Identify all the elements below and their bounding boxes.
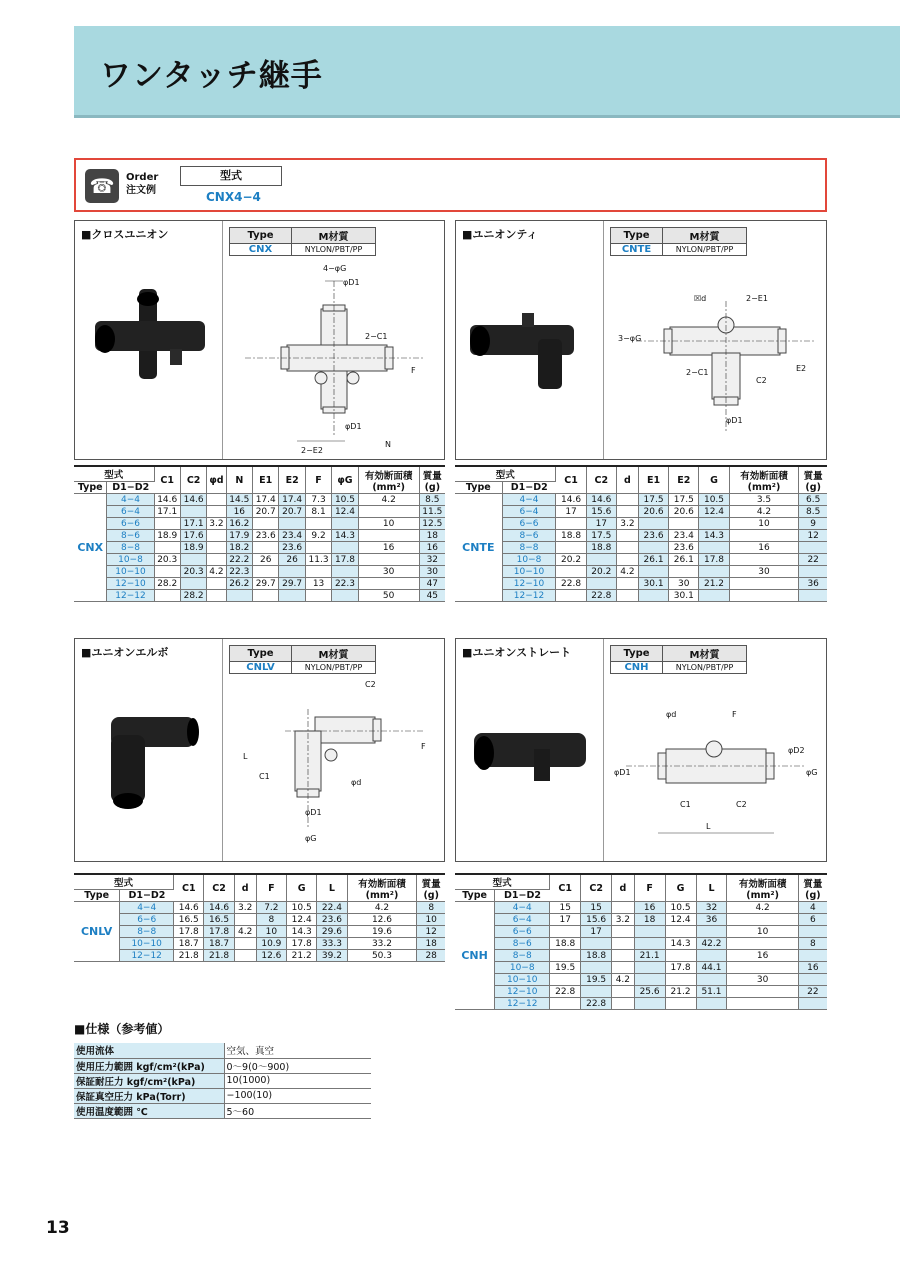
- panel-title: ■ユニオンティ: [462, 228, 538, 241]
- svg-text:φG: φG: [806, 768, 818, 777]
- type-table: Type M材質 CNLV NYLON/PBT/PP: [229, 645, 376, 674]
- panel-title: ■ユニオンエルボ: [81, 646, 169, 659]
- svg-text:2−C1: 2−C1: [686, 368, 709, 377]
- order-example-box: [74, 158, 827, 212]
- type-table: Type M材質 CNH NYLON/PBT/PP: [610, 645, 747, 674]
- product-photo-cnlv: [75, 639, 223, 861]
- table-row: 8−8 17.8 17.8 4.2 10 14.3 29.6 19.6 12: [74, 926, 445, 938]
- table-row: 12−10 22.8 30.1 30 21.2 36: [455, 578, 827, 590]
- svg-text:φD1: φD1: [345, 422, 362, 431]
- table-row: 12−10 28.2 26.2 29.7 29.7 13 22.3 47: [74, 578, 445, 590]
- svg-text:φD1: φD1: [305, 808, 322, 817]
- table-row: 10−10 20.3 4.2 22.3 30 30: [74, 566, 445, 578]
- table-row: 10−10 19.5 4.2 30: [455, 974, 827, 986]
- product-photo-cnx: [75, 221, 223, 459]
- svg-text:N: N: [385, 440, 391, 449]
- svg-text:φD1: φD1: [614, 768, 631, 777]
- svg-text:E2: E2: [796, 364, 807, 373]
- cnte-dimension-table: 型式 C1 C2 d E1 E2 G 有効断面積 (mm²) 質量 (g) Type D1−D2 CNTE 4−4 14.6 14.6 17.5 17.5 10.5 3.5 6.5 6−4 17 15.6 20.6 20.6 12.4 4.2 8.5 6−6 17 3.2 10 9 8−6 18.8 17.5 23.6 23.4 14.3 12 8−8 18.8 23.6 16 10−8 20.2 26.1 26.1 17.8 22 10−10 20.2 4.2 30 12−10 22.8 30.1 30 21.2 36 12−12 22.8 30.1: [455, 465, 827, 602]
- svg-text:F: F: [421, 742, 426, 751]
- table-row: 6−4 17.1 16 20.7 20.7 8.1 12.4 11.5: [74, 506, 445, 518]
- svg-text:φd: φd: [351, 778, 362, 787]
- svg-text:C2: C2: [365, 680, 376, 689]
- product-photo-cnte: [456, 221, 604, 459]
- table-row: 10−8 20.2 26.1 26.1 17.8 22: [455, 554, 827, 566]
- table-row: CNX 4−4 14.6 14.6 14.5 17.4 17.4 7.3 10.5 4.2 8.5: [74, 494, 445, 506]
- product-photo-cnh: [456, 639, 604, 861]
- svg-text:φd: φd: [666, 710, 677, 719]
- svg-text:L: L: [243, 752, 248, 761]
- svg-text:φD1: φD1: [343, 278, 360, 287]
- svg-text:C2: C2: [736, 800, 747, 809]
- table-row: 8−8 18.9 18.2 23.6 16 16: [74, 542, 445, 554]
- order-example-code: CNX4−4: [206, 190, 261, 204]
- page-header: [74, 26, 900, 118]
- table-row: 6−4 17 15.6 3.2 18 12.4 36 6: [455, 914, 827, 926]
- union-tee-drawing: [606, 261, 824, 457]
- table-row: 8−6 18.9 17.6 17.9 23.6 23.4 9.2 14.3 18: [74, 530, 445, 542]
- svg-text:F: F: [732, 710, 737, 719]
- panel-title: ■クロスユニオン: [81, 228, 169, 241]
- svg-text:F: F: [411, 366, 416, 375]
- spec-row: 保証真空圧力 kPa(Torr) −100(10): [74, 1088, 371, 1103]
- table-row: 12−12 22.8 30.1: [455, 590, 827, 602]
- svg-text:2−C1: 2−C1: [365, 332, 388, 341]
- table-row: 6−6 16.5 16.5 8 12.4 23.6 12.6 10: [74, 914, 445, 926]
- svg-text:C1: C1: [259, 772, 270, 781]
- svg-text:φD2: φD2: [788, 746, 805, 755]
- svg-text:C2: C2: [756, 376, 767, 385]
- svg-text:2−E2: 2−E2: [301, 446, 323, 455]
- table-row: 10−10 18.7 18.7 10.9 17.8 33.3 33.2 18: [74, 938, 445, 950]
- table-row: 6−6 17 3.2 10 9: [455, 518, 827, 530]
- svg-text:2−E1: 2−E1: [746, 294, 768, 303]
- cross-union-photo: [75, 221, 223, 459]
- spec-table: [74, 1043, 371, 1119]
- cross-union-drawing: [225, 261, 443, 457]
- panel-union-elbow: [74, 638, 445, 862]
- table-row: 10−8 19.5 17.8 44.1 16: [455, 962, 827, 974]
- table-row: 10−10 20.2 4.2 30: [455, 566, 827, 578]
- table-row: 6−6 17.1 3.2 16.2 10 12.5: [74, 518, 445, 530]
- svg-text:φD1: φD1: [726, 416, 743, 425]
- union-tee-photo: [456, 221, 604, 459]
- table-row: 12−12 28.2 50 45: [74, 590, 445, 602]
- type-table: Type M材質 CNTE NYLON/PBT/PP: [610, 227, 747, 256]
- table-row: CNTE 4−4 14.6 14.6 17.5 17.5 10.5 3.5 6.5: [455, 494, 827, 506]
- table-row: CNLV 4−4 14.6 14.6 3.2 7.2 10.5 22.4 4.2 8: [74, 902, 445, 914]
- table-row: 8−8 18.8 23.6 16: [455, 542, 827, 554]
- union-straight-photo: [456, 639, 604, 861]
- type-table: Type M材質 CNX NYLON/PBT/PP: [229, 227, 376, 256]
- panel-cross-union: [74, 220, 445, 460]
- panel-title: ■ユニオンストレート: [462, 646, 572, 659]
- table-row: CNH 4−4 15 15 16 10.5 32 4.2 4: [455, 902, 827, 914]
- page-number: 13: [46, 1218, 70, 1238]
- panel-union-straight: [455, 638, 827, 862]
- cnlv-dimension-table: 型式 C1 C2 d F G L 有効断面積 (mm²) 質量 (g) Type D1−D2 CNLV 4−4 14.6 14.6 3.2 7.2 10.5 22.4 4.2 8 6−6 16.5 16.5 8 12.4 23.6 12.6 10 8−8 17.8 17.8 4.2 10 14.3 29.6 19.6 12 10−10 18.7 18.7 10.9 17.8 33.3 33.2 18 12−12 21.8 21.8 12.6 21.2 39.2 50.3 28: [74, 873, 445, 962]
- table-row: 8−8 18.8 21.1 16: [455, 950, 827, 962]
- page-title: ワンタッチ継手: [100, 58, 323, 94]
- svg-text:☒d: ☒d: [694, 294, 707, 303]
- phone-order-icon: ☎: [85, 169, 119, 203]
- svg-text:3−φG: 3−φG: [618, 334, 642, 343]
- cnx-dimension-table: 型式 C1 C2 φd N E1 E2 F φG 有効断面積 (mm²) 質量 (g) Type D1−D2 CNX 4−4 14.6 14.6 14.5 17.4 17.4 7.3 10.5 4.2 8.5 6−4 17.1 16 20.7 20.7 8.1 12.4 11.5 6−6 17.1 3.2 16.2 10 12.5 8−6 18.9 17.6 17.9 23.6 23.4 9.2 14.3 18 8−8 18.9 18.2 23.6 16 16 10−8 20.3 22.2 26 26 11.3 17.8 32 10−10 20.3 4.2 22.3 30 30 12−10 28.2 26.2 29.7 29.7 13 22.3 47 12−12 28.2 50 45: [74, 465, 445, 602]
- table-row: 12−12 21.8 21.8 12.6 21.2 39.2 50.3 28: [74, 950, 445, 962]
- table-row: 12−12 22.8: [455, 998, 827, 1010]
- spec-row: 使用圧力範囲 kgf/cm²(kPa) 0〜9(0〜900): [74, 1058, 371, 1073]
- spec-section: [74, 1020, 371, 1119]
- spec-row: 使用温度範囲 ℃ 5〜60: [74, 1103, 371, 1118]
- svg-text:4−φG: 4−φG: [323, 264, 347, 273]
- table-row: 10−8 20.3 22.2 26 26 11.3 17.8 32: [74, 554, 445, 566]
- spec-row: 保証耐圧力 kgf/cm²(kPa) 10(1000): [74, 1073, 371, 1088]
- svg-text:φG: φG: [305, 834, 317, 843]
- union-straight-drawing: [606, 679, 824, 859]
- table-row: 8−6 18.8 17.5 23.6 23.4 14.3 12: [455, 530, 827, 542]
- table-row: 12−10 22.8 25.6 21.2 51.1 22: [455, 986, 827, 998]
- svg-text:C1: C1: [680, 800, 691, 809]
- order-field-label: 型式: [180, 166, 282, 186]
- panel-union-tee: [455, 220, 827, 460]
- union-elbow-drawing: [225, 679, 443, 859]
- svg-text:L: L: [706, 822, 711, 831]
- table-row: 8−6 18.8 14.3 42.2 8: [455, 938, 827, 950]
- spec-row: 使用流体 空気、真空: [74, 1043, 371, 1058]
- table-row: 6−4 17 15.6 20.6 20.6 12.4 4.2 8.5: [455, 506, 827, 518]
- cnh-dimension-table: 型式 C1 C2 d F G L 有効断面積 (mm²) 質量 (g) Type D1−D2 CNH 4−4 15 15 16 10.5 32 4.2 4 6−4 17 15.6 3.2 18 12.4 36 6 6−6 17 10 8−6 18.8 14.3 42.2 8 8−8 18.8 21.1 16 10−8 19.5 17.8 44.1 16 10−10 19.5 4.2 30 12−10 22.8 25.6 21.2 51.1 22 12−12 22.8: [455, 873, 827, 1010]
- union-elbow-photo: [75, 639, 223, 861]
- spec-title: ■仕様（参考値）: [74, 1022, 170, 1036]
- order-label: Order 注文例: [126, 172, 159, 196]
- table-row: 6−6 17 10: [455, 926, 827, 938]
